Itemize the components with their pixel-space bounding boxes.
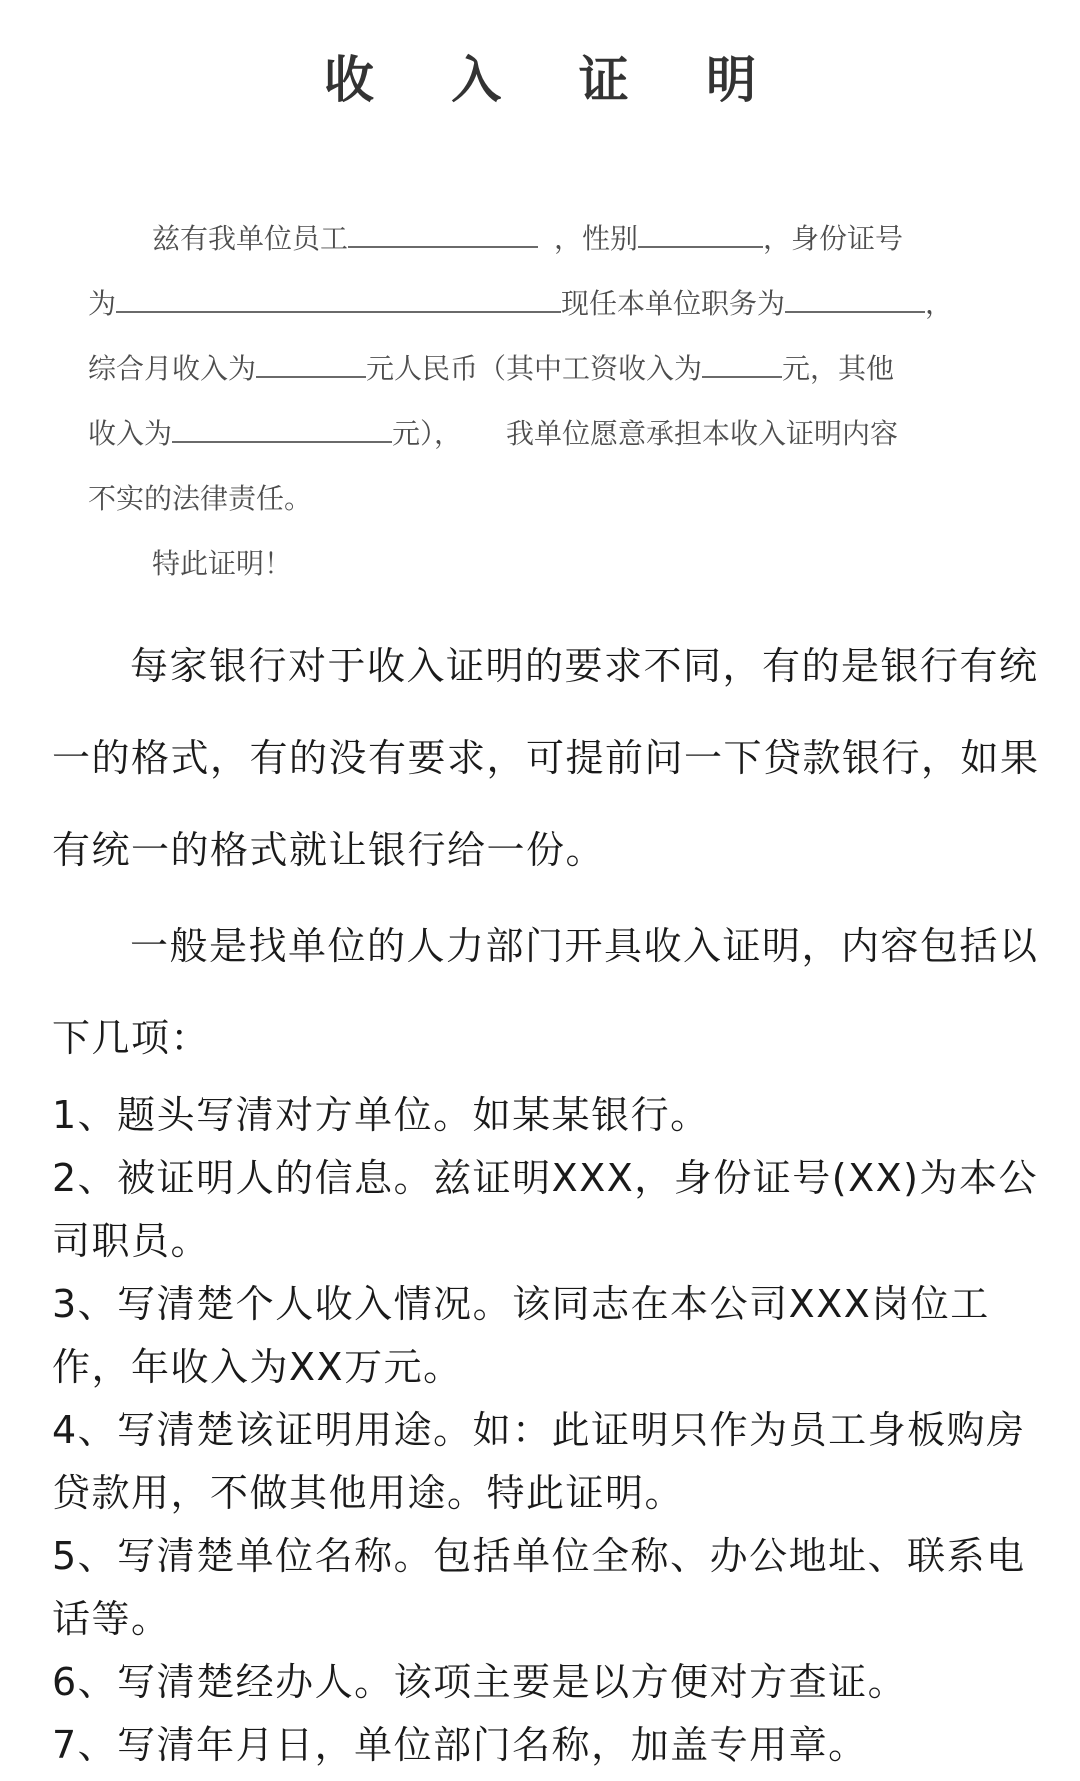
- certificate-line: 兹有我单位员工 ，性别 ，身份证号: [152, 222, 904, 255]
- certificate-title: 收 入 证 明: [323, 50, 787, 109]
- list-item: 3、写清楚个人收入情况。该同志在本公司XXX岗位工作，年收入为XX万元。: [52, 1282, 990, 1389]
- certificate-line: 不实的法律责任。: [88, 482, 313, 515]
- certificate-closing: 特此证明！: [152, 547, 293, 580]
- requirements-list: [52, 1084, 1042, 1777]
- list-item: 5、写清楚单位名称。包括单位全称、办公地址、联系电话等。: [52, 1534, 1026, 1641]
- paragraph-bank-requirements: 每家银行对于收入证明的要求不同，有的是银行有统一的格式，有的没有要求，可提前问一下贷款银行，如果有统一的格式就让银行给一份。: [52, 644, 1040, 872]
- list-item: 2、被证明人的信息。兹证明XXX，身份证号(XX)为本公司职员。: [52, 1156, 1038, 1263]
- list-item: 4、写清楚该证明用途。如：此证明只作为员工身板购房贷款用，不做其他用途。特此证明。: [52, 1408, 1026, 1515]
- list-item: 6、写清楚经办人。该项主要是以方便对方查证。: [52, 1660, 908, 1704]
- certificate-line: 收入为 元）， 我单位愿意承担本收入证明内容: [88, 417, 899, 450]
- certificate-line: 综合月收入为 元人民币（其中工资收入为 元，其他: [88, 352, 895, 385]
- list-item: 7、写清年月日，单位部门名称，加盖专用章。: [52, 1723, 868, 1767]
- list-item: 1、题头写清对方单位。如某某银行。: [52, 1093, 710, 1137]
- paragraph-contents-intro: 一般是找单位的人力部门开具收入证明，内容包括以下几项：: [52, 924, 1039, 1060]
- certificate-line: 为 现任本单位职务为 ，: [88, 287, 954, 320]
